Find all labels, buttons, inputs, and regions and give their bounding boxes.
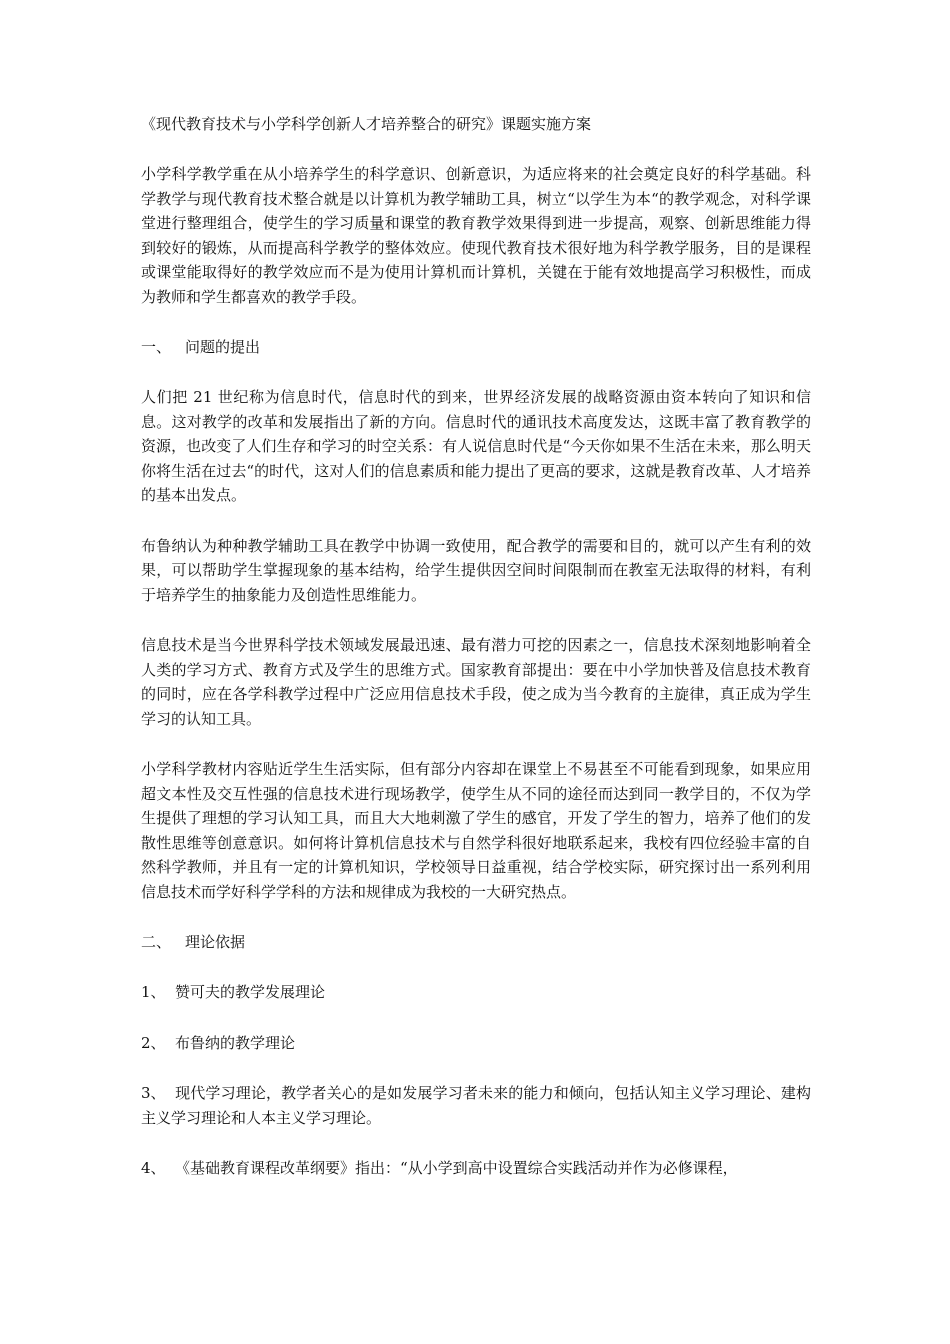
list-item-number: 4、 xyxy=(141,1159,166,1177)
body-paragraph: 人们把 21 世纪称为信息时代，信息时代的到来，世界经济发展的战略资源由资本转向了知识和信息。这对教学的改革和发展指出了新的方向。信息时代的通讯技术高度发达，这既丰富了教育教学的资源，也改变了人们生存和学习的时空关系：有人说信息时代是“今天你如果不生活在未来，那么明天你将生活在过去“的时代，这对人们的信息素质和能力提出了更高的要求，这就是教育改革、人才培养的基本出发点。 xyxy=(141,388,811,504)
body-paragraph: 信息技术是当今世界科学技术领域发展最迅速、最有潜力可挖的因素之一，信息技术深刻地影响着全人类的学习方式、教育方式及学生的思维方式。国家教育部提出：要在中小学加快普及信息技术教育的同时，应在各学科教学过程中广泛应用信息技术手段，使之成为当今教育的主旋律，真正成为学生学习的认知工具。 xyxy=(141,636,811,728)
list-item-text: 赞可夫的教学发展理论 xyxy=(175,983,326,1001)
section-number: 一、 xyxy=(141,338,172,356)
section-number: 二、 xyxy=(141,933,172,951)
body-paragraph: 布鲁纳认为种种教学辅助工具在教学中协调一致使用，配合教学的需要和目的，就可以产生有利的效果，可以帮助学生掌握现象的基本结构，给学生提供因空间时间限制而在教室无法取得的材料，有利于培养学生的抽象能力及创造性思维能力。 xyxy=(141,536,811,604)
list-item-number: 1、 xyxy=(141,983,166,1001)
list-item-number: 3、 xyxy=(141,1084,166,1102)
list-item xyxy=(141,1081,811,1130)
document-title: 《现代教育技术与小学科学创新人才培养整合的研究》课题实施方案 xyxy=(141,115,592,133)
list-item-text: 现代学习理论，教学者关心的是如发展学习者未来的能力和倾向，包括认知主义学习理论、建构主义学习理论和人本主义学习理论。 xyxy=(141,1084,811,1127)
list-item-number: 2、 xyxy=(141,1033,166,1052)
list-item xyxy=(141,1031,811,1056)
body-paragraph: 小学科学教材内容贴近学生生活实际，但有部分内容却在课堂上不易甚至不可能看到现象，如果应用超文本性及交互性强的信息技术进行现场教学，使学生从不同的途径而达到同一教学目的，不仅为学生提供了理想的学习认知工具，而且大大地刺激了学生的感官，开发了学生的智力，培养了他们的发散性思维等创意意识。如何将计算机信息技术与自然学科很好地联系起来，我校有四位经验丰富的自然科学教师，并且有一定的计算机知识，学校领导日益重视，结合学校实际，研究探讨出一系列利用信息技术而学好科学学科的方法和规律成为我校的一大研究热点。 xyxy=(141,760,811,901)
list-item-text: 《基础教育课程改革纲要》指出：“从小学到高中设置综合实践活动并作为必修课程， xyxy=(175,1159,738,1177)
intro-paragraph: 小学科学教学重在从小培养学生的科学意识、创新意识，为适应将来的社会奠定良好的科学基础。科学教学与现代教育技术整合就是以计算机为教学辅助工具，树立“以学生为本“的教学观念，对科学课堂进行整理组合，使学生的学习质量和课堂的教育教学效果得到进一步提高，观察、创新思维能力得到较好的锻炼，从而提高科学教学的整体效应。使现代教育技术很好地为科学教学服务，目的是课程或课堂能取得好的教学效应而不是为使用计算机而计算机，关键在于能有效地提高学习积极性，而成为教师和学生都喜欢的教学手段。 xyxy=(141,165,811,306)
document-page xyxy=(141,112,811,1207)
section-heading-theory xyxy=(141,930,811,954)
section-title: 问题的提出 xyxy=(185,338,261,356)
list-item xyxy=(141,1156,811,1181)
section-heading-problem xyxy=(141,335,811,359)
list-item xyxy=(141,980,811,1005)
section-title: 理论依据 xyxy=(185,933,246,951)
list-item-text: 布鲁纳的教学理论 xyxy=(175,1033,296,1052)
